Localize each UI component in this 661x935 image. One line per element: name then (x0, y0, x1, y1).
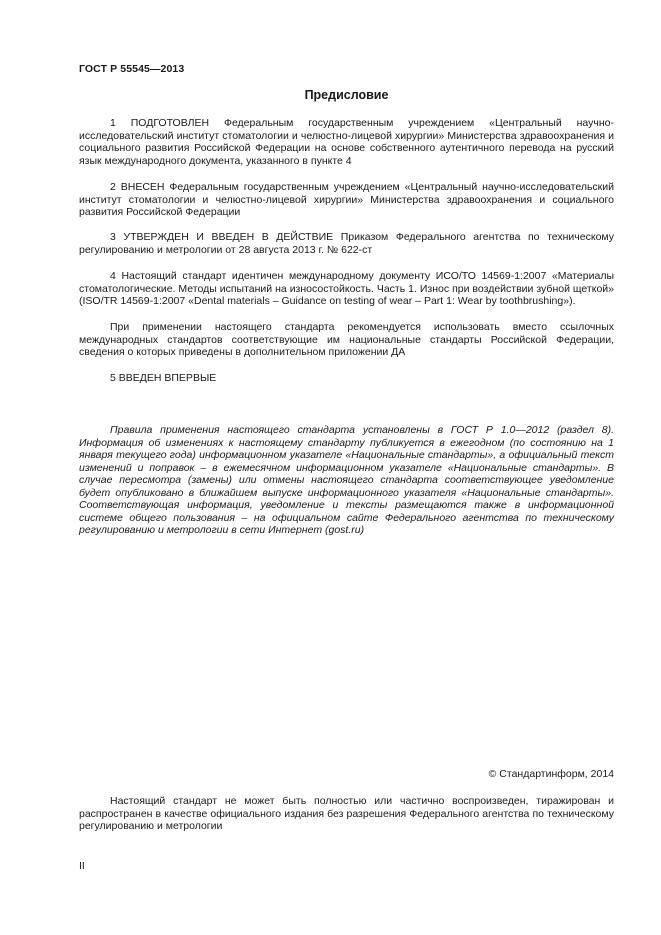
usage-notice-paragraph: Правила применения настоящего стандарта установлены в ГОСТ Р 1.0—2012 (раздел 8). Информация об изменениях к настоящему стандарту публикуется в ежегодном (по состоянию на 1 января текущего года) информационном указателе «Национальные стандарты», а официальный текст изменений и поправок – в ежемесячном информационном указателе «Национальные стандарты». В случае пересмотра (замены) или отмены настоящего стандарта соответствующее уведомление будет опубликовано в ближайшем выпуске информационного указателя «Национальные стандарты». Соответствующая информация, уведомление и тексты размещаются также в информационной системе общего пользования – на официальном сайте Федерального агентства по техническому регулированию и метрологии в сети Интернет (gost.ru) (79, 424, 614, 536)
section-2-paragraph: 2 ВНЕСЕН Федеральным государственным учреждением «Центральный научно-исследовательский институт стоматологии и челюстно-лицевой хирургии» Министерства здравоохранения и социального развития Российской Федерации (79, 181, 614, 218)
section-1-paragraph: 1 ПОДГОТОВЛЕН Федеральным государственным учреждением «Центральный научно-исследовательский институт стоматологии и челюстно-лицевой хирургии» Министерства здравоохранения и социального развития Российской Федерации на основе собственного аутентичного перевода на русский язык международного документа, указанного в пункте 4 (79, 117, 614, 167)
page-title: Предисловие (304, 88, 389, 102)
rights-notice-paragraph: Настоящий стандарт не может быть полностью или частично воспроизведен, тиражирован и распространен в качестве официального издания без разрешения Федерального агентства по техническому регулированию и метрологии (79, 795, 614, 832)
page-number: II (79, 860, 85, 872)
section-5-paragraph: 5 ВВЕДЕН ВПЕРВЫЕ (110, 372, 217, 384)
document-id: ГОСТ Р 55545—2013 (79, 63, 185, 75)
section-4-note-paragraph: При применении настоящего стандарта рекомендуется использовать вместо ссылочных международных стандартов соответствующие им национальные стандарты Российской Федерации, сведения о которых приведены в дополнительном приложении ДА (79, 321, 614, 358)
section-3-paragraph: 3 УТВЕРЖДЕН И ВВЕДЕН В ДЕЙСТВИЕ Приказом Федерального агентства по техническому регулированию и метрологии от 28 августа 2013 г. № 622-ст (79, 231, 614, 256)
copyright-line: © Стандартинформ, 2014 (488, 768, 614, 780)
section-4-paragraph: 4 Настоящий стандарт идентичен международному документу ИСО/ТО 14569-1:2007 «Материалы стоматологические. Методы испытаний на износостойкость. Часть 1. Износ при воздействии зубной щеткой» (ISO/TR 14569-1:2007 «Dental materials – Guidance on testing of wear – Part 1: Wear by toothbrushing»). (79, 270, 614, 307)
